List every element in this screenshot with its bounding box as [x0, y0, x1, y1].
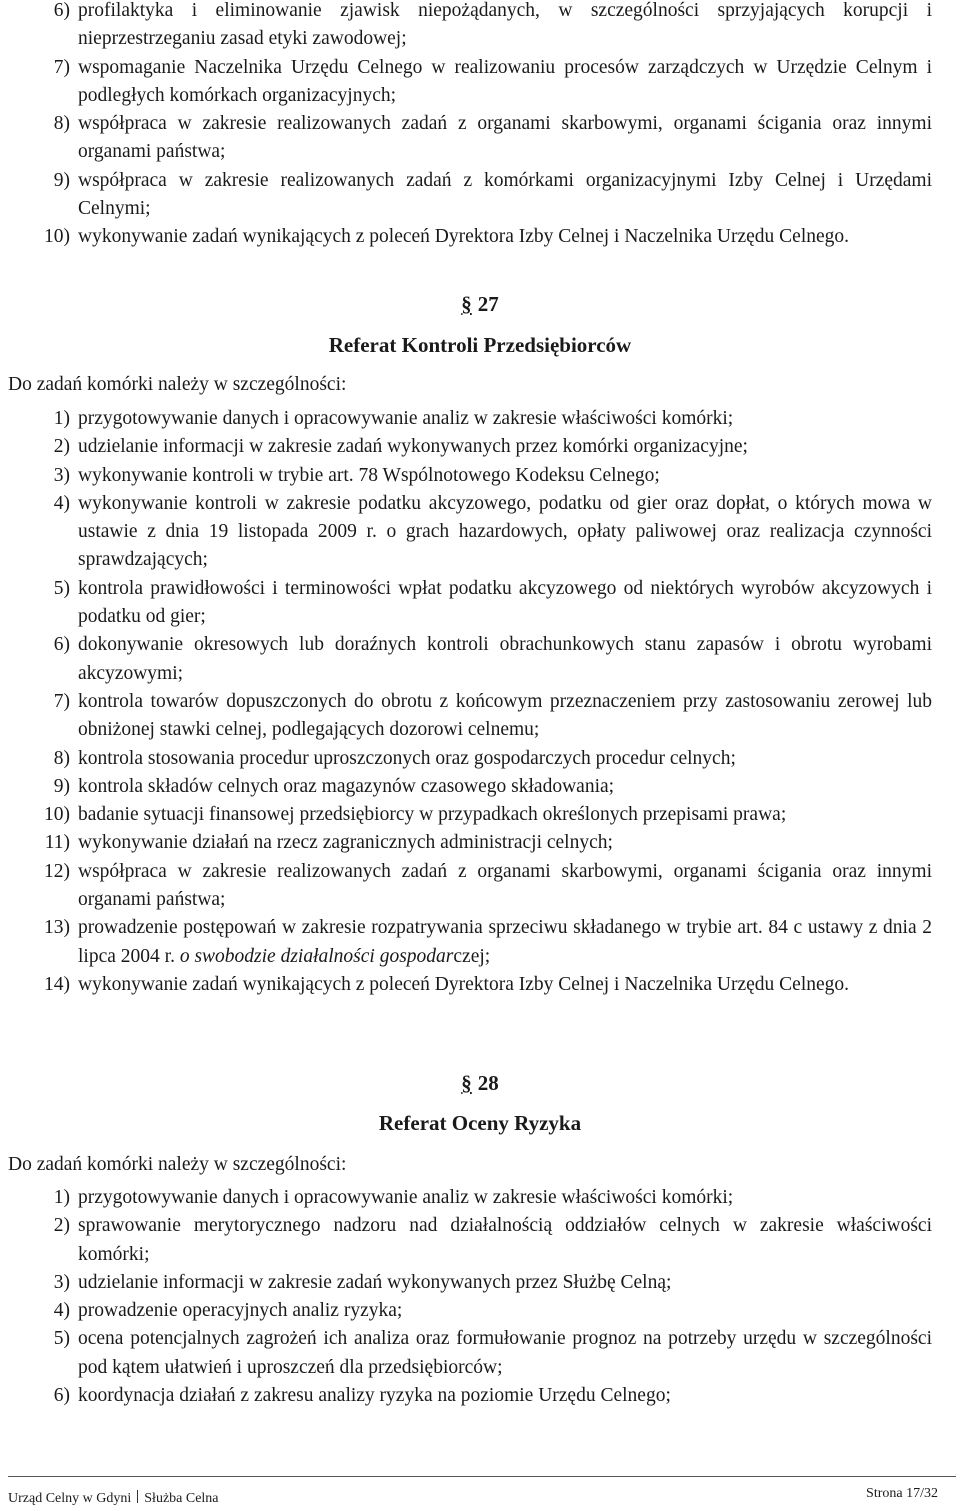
item-number: 10)	[44, 804, 70, 826]
item-text: wykonywanie kontroli w trybie art. 78 Wspólnotowego Kodeksu Celnego;	[78, 464, 660, 486]
item-text: kontrola stosowania procedur uproszczonych oraz gospodarczych procedur celnych;	[78, 747, 736, 769]
item-text: prowadzenie postępowań w zakresie rozpatrywania sprzeciwu składanego w trybie art. 84 c ustawy z dnia 2 lipca 2004 r.	[78, 917, 932, 967]
footer-office: Urząd Celny w Gdyni	[8, 1491, 132, 1506]
item-text: prowadzenie operacyjnych analiz ryzyka;	[78, 1300, 403, 1322]
item-number: 7)	[53, 56, 70, 78]
section-sign: §	[461, 1071, 472, 1095]
item-number: 1)	[53, 1187, 70, 1208]
item-text: udzielanie informacji w zakresie zadań wykonywanych przez komórki organizacyjne;	[78, 436, 748, 458]
item-text: przygotowywanie danych i opracowywanie analiz w zakresie właściwości komórki;	[78, 1187, 734, 1208]
item-number: 5)	[53, 577, 70, 599]
section-27-title: Referat Kontroli Przedsiębiorców	[328, 333, 632, 357]
item-number: 4)	[53, 492, 70, 514]
item-text: wykonywanie kontroli w zakresie podatku akcyzowego, podatku od gier oraz dopłat, o których mowa w ustawie z dnia 19 listopada 2009 r. o grach hazardowych, opłaty paliwowej oraz realizacja czynności sprawdzających;	[78, 492, 932, 571]
section-28-list	[0, 1184, 960, 1410]
list-item	[0, 1297, 960, 1325]
section-28-title: Referat Oceny Ryzyka	[378, 1111, 582, 1135]
item-number: 13)	[44, 917, 70, 939]
list-item	[0, 575, 960, 632]
list-item	[0, 914, 960, 971]
list-item	[0, 54, 960, 111]
item-text: kontrola prawidłowości i terminowości wpłat podatku akcyzowego od niektórych wyrobów akcyzowych i podatku od gier;	[78, 577, 932, 628]
item-text: kontrola składów celnych oraz magazynów czasowego składowania;	[78, 775, 615, 797]
list-item	[0, 1184, 960, 1212]
list-item	[0, 110, 960, 167]
list-item	[0, 1269, 960, 1297]
item-number: 12)	[44, 860, 70, 882]
item-number: 5)	[53, 1328, 70, 1350]
list-item	[0, 0, 960, 54]
item-number: 8)	[53, 747, 70, 769]
list-item	[0, 1212, 960, 1269]
item-text: współpraca w zakresie realizowanych zadań z organami skarbowymi, organami ścigania oraz innymi organami państwa;	[78, 860, 932, 911]
item-text: koordynacja działań z zakresu analizy ryzyka na poziomie Urzędu Celnego;	[78, 1385, 671, 1407]
section-number: 27	[477, 292, 499, 316]
item-number: 10)	[44, 226, 70, 248]
item-text: współpraca w zakresie realizowanych zadań z organami skarbowymi, organami ścigania oraz innymi organami państwa;	[78, 113, 932, 163]
item-number: 7)	[53, 690, 70, 712]
top-list	[0, 0, 960, 252]
footer-separator	[137, 1490, 138, 1503]
list-item	[0, 688, 960, 745]
list-item	[0, 490, 960, 575]
item-text: badanie sytuacji finansowej przedsiębiorcy w przypadkach określonych przepisami prawa;	[78, 804, 787, 826]
section-27-heading	[0, 292, 960, 317]
footer-divider	[8, 1476, 956, 1477]
section-number: 28	[477, 1071, 499, 1095]
list-item	[0, 829, 960, 857]
list-item	[0, 1382, 960, 1410]
item-text: dokonywanie okresowych lub doraźnych kontroli obrachunkowych stanu zapasów i obrotu wyrobami akcyzowymi;	[78, 634, 932, 684]
item-number: 3)	[53, 464, 70, 486]
section-28-intro: Do zadań komórki należy w szczególności:	[8, 1154, 347, 1175]
item-number: 3)	[53, 1271, 70, 1293]
item-number: 2)	[53, 436, 70, 458]
list-item	[0, 1325, 960, 1382]
item-number: 8)	[53, 113, 70, 135]
footer-service: Służba Celna	[144, 1491, 219, 1506]
list-item	[0, 971, 960, 999]
item-number: 9)	[53, 775, 70, 797]
list-item	[0, 405, 960, 433]
item-number: 6)	[53, 1385, 70, 1407]
list-item	[0, 801, 960, 829]
list-item	[0, 433, 960, 461]
section-28-heading	[0, 1071, 960, 1096]
item-text: wykonywanie zadań wynikających z poleceń Dyrektora Izby Celnej i Naczelnika Urzędu Celnego.	[78, 226, 850, 248]
item-text: udzielanie informacji w zakresie zadań wykonywanych przez Służbę Celną;	[78, 1271, 672, 1293]
list-item	[0, 745, 960, 773]
page-number: Strona 17/32	[866, 1486, 938, 1501]
item-text-italic: o swobodzie działalności gospodar	[179, 945, 454, 967]
item-number: 14)	[44, 973, 70, 995]
item-number: 1)	[53, 408, 70, 429]
item-number: 6)	[53, 0, 70, 21]
item-number: 9)	[53, 169, 70, 191]
item-text: sprawowanie merytorycznego nadzoru nad działalnością oddziałów celnych w zakresie właściwości komórki;	[78, 1215, 932, 1265]
item-number: 2)	[53, 1215, 70, 1237]
list-item	[0, 223, 960, 251]
footer-left	[8, 1490, 219, 1507]
item-text: wykonywanie zadań wynikających z poleceń Dyrektora Izby Celnej i Naczelnika Urzędu Celnego.	[78, 973, 850, 995]
item-number: 6)	[53, 634, 70, 656]
list-item	[0, 773, 960, 801]
item-number: 4)	[53, 1300, 70, 1322]
item-text: współpraca w zakresie realizowanych zadań z komórkami organizacyjnymi Izby Celnej i Urzędami Celnymi;	[78, 169, 932, 220]
item-text: kontrola towarów dopuszczonych do obrotu z końcowym przeznaczeniem przy zastosowaniu zerowej lub obniżonej stawki celnej, podlegających dozorowi celnemu;	[78, 690, 932, 741]
list-item	[0, 167, 960, 224]
item-text-end: czej;	[453, 945, 491, 967]
item-text: wykonywanie działań na rzecz zagranicznych administracji celnych;	[78, 832, 613, 854]
item-text: wspomaganie Naczelnika Urzędu Celnego w realizowaniu procesów zarządczych w Urzędzie Celnym i podległych komórkach organizacyjnych;	[78, 56, 932, 106]
item-text: ocena potencjalnych zagrożeń ich analiza oraz formułowanie prognoz na potrzeby urzędu w szczególności pod kątem ułatwień i uproszczeń dla przedsiębiorców;	[78, 1328, 932, 1378]
list-item	[0, 631, 960, 688]
section-27-intro: Do zadań komórki należy w szczególności:	[8, 374, 347, 395]
list-item	[0, 858, 960, 915]
item-text: przygotowywanie danych i opracowywanie analiz w zakresie właściwości komórki;	[78, 408, 734, 429]
section-sign: §	[461, 292, 472, 316]
list-item	[0, 462, 960, 490]
section-27-list	[0, 405, 960, 999]
item-number: 11)	[44, 832, 70, 854]
item-text: profilaktyka i eliminowanie zjawisk niepożądanych, w szczególności sprzyjających korupcji i nieprzestrzeganiu zasad etyki zawodowej;	[78, 0, 932, 50]
